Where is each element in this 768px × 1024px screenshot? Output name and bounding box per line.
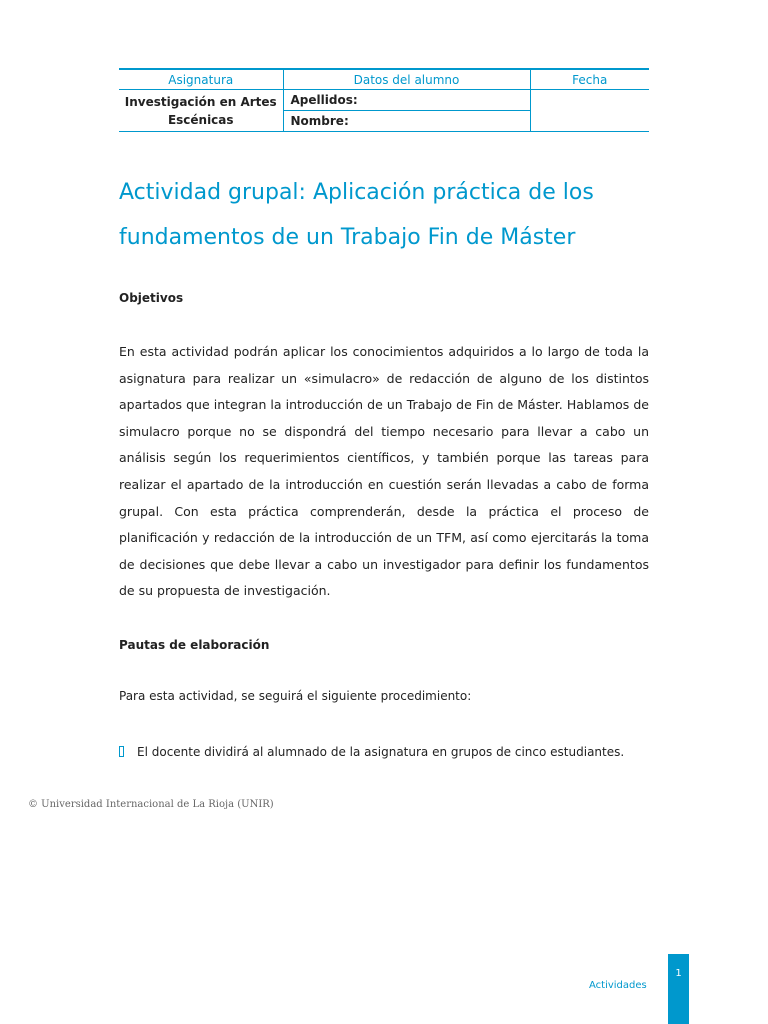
guidelines-intro: Para esta actividad, se seguirá el siguiente procedimiento: [119,689,472,703]
subject-value: Investigación en Artes Escénicas [119,90,283,132]
objectives-paragraph: En esta actividad podrán aplicar los conocimientos adquiridos a lo largo de toda la asignatura para realizar un «simulacro» de redacción de alguno de los distintos apartados que integran la introducción de un Trabajo de Fin de Máster. Hablamos de simulacro porque no se dispondrá del tiempo necesario para llevar a cabo un análisis según los requerimientos científicos, y también porque las tareas para realizar el apartado de la introducción en cuestión serán llevadas a cabo de forma grupal. Con esta práctica comprenderán, desde la práctica el proceso de planificación y redacción de la introducción de un TFM, así como ejercitarás la toma de decisiones que debe llevar a cabo un investigador para definir los fundamentos de su propuesta de investigación. [119,344,649,599]
list-item [119,745,624,759]
copyright-notice: © Universidad Internacional de La Rioja (UNIR) [28,799,274,810]
column-header-subject: Asignatura [119,69,283,90]
surname-field: Apellidos: [283,90,530,111]
page-number-tab [668,954,689,1024]
footer-section-label: Actividades [589,980,647,991]
bullet-icon [119,746,124,757]
name-field: Nombre: [283,111,530,132]
column-header-student-data: Datos del alumno [283,69,530,90]
guidelines-heading: Pautas de elaboración [119,638,270,652]
document-title: Actividad grupal: Aplicación práctica de los fundamentos de un Trabajo Fin de Máster [119,180,594,250]
header-table [119,68,649,132]
column-header-date: Fecha [530,69,649,90]
page-number: 1 [675,968,682,979]
date-value [530,90,649,132]
list-item-text: El docente dividirá al alumnado de la asignatura en grupos de cinco estudiantes. [137,745,625,759]
objectives-heading: Objetivos [119,291,184,305]
